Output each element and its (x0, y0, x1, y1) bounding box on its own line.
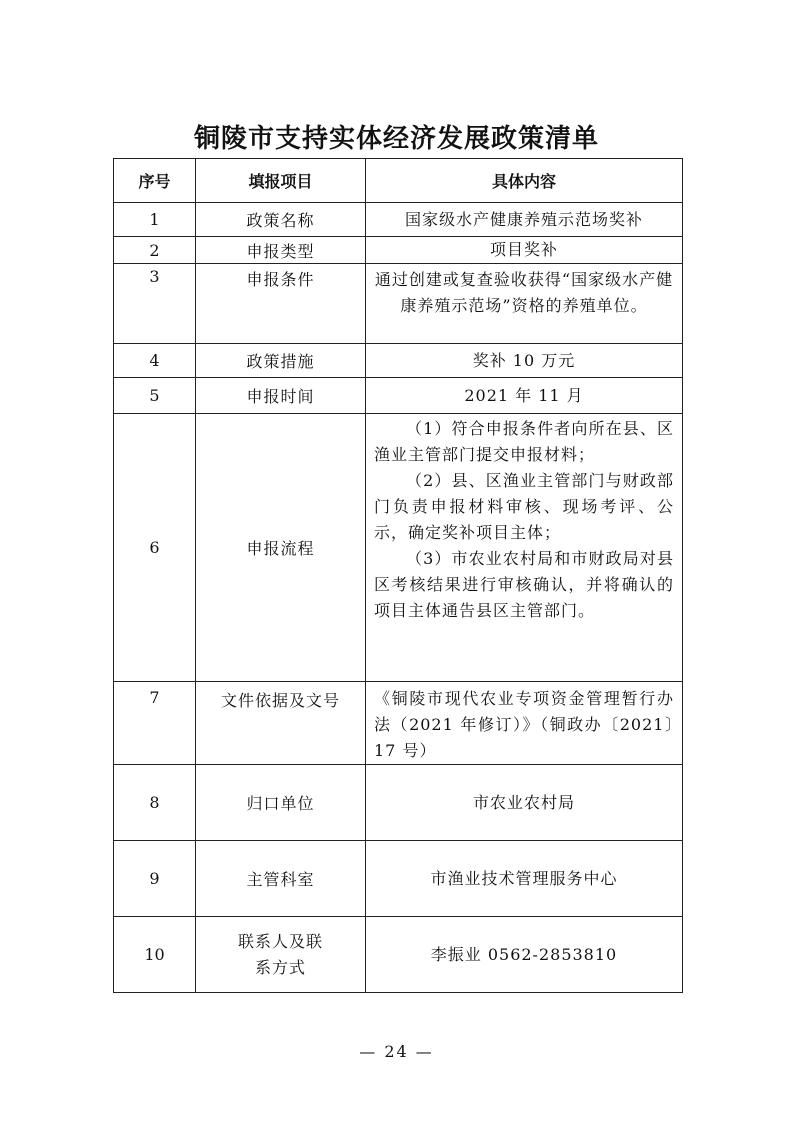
table-header-row (114, 159, 683, 203)
header-content: 具体内容 (366, 159, 683, 203)
process-step-3: （3）市农业农村局和市财政局对县区考核结果进行审核确认，并将确认的项目主体通告县区主管部门。 (374, 549, 674, 620)
row-item: 联系人及联系方式 (196, 917, 366, 993)
row-item: 主管科室 (196, 841, 366, 917)
row-content (366, 682, 683, 765)
row-no: 3 (114, 264, 196, 344)
row-item: 归口单位 (196, 765, 366, 841)
table-row (114, 344, 683, 378)
row-item: 文件依据及文号 (196, 682, 366, 765)
row-no: 10 (114, 917, 196, 993)
row-item: 申报条件 (196, 264, 366, 344)
process-step-2: （2）县、区渔业主管部门与财政部门负责申报材料审核、现场考评、公示，确定奖补项目主体； (374, 471, 674, 542)
table-row (114, 917, 683, 993)
row-item: 申报类型 (196, 237, 366, 264)
table-row (114, 765, 683, 841)
header-item: 填报项目 (196, 159, 366, 203)
row-no: 9 (114, 841, 196, 917)
row-item: 政策名称 (196, 203, 366, 237)
row-content-text: 《铜陵市现代农业专项资金管理暂行办法（2021 年修订）》（铜政办〔2021〕17 号） (374, 689, 674, 760)
table-row (114, 237, 683, 264)
row-content: 通过创建或复查验收获得“国家级水产健康养殖示范场”资格的养殖单位。 (366, 264, 683, 344)
row-content: 2021 年 11 月 (366, 378, 683, 414)
row-no: 1 (114, 203, 196, 237)
row-content: 国家级水产健康养殖示范场奖补 (366, 203, 683, 237)
row-content-process (366, 414, 683, 682)
row-content: 市渔业技术管理服务中心 (366, 841, 683, 917)
row-content: 奖补 10 万元 (366, 344, 683, 378)
row-no: 8 (114, 765, 196, 841)
policy-table (113, 158, 683, 993)
table-row (114, 203, 683, 237)
row-content: 李振业 0562-2853810 (366, 917, 683, 993)
page-title: 铜陵市支持实体经济发展政策清单 (193, 124, 599, 154)
row-no: 5 (114, 378, 196, 414)
row-no: 7 (114, 682, 196, 765)
row-content: 市农业农村局 (366, 765, 683, 841)
row-no: 4 (114, 344, 196, 378)
row-no: 2 (114, 237, 196, 264)
table-row (114, 378, 683, 414)
row-item: 政策措施 (196, 344, 366, 378)
table-row (114, 264, 683, 344)
row-content: 项目奖补 (366, 237, 683, 264)
table-row (114, 682, 683, 765)
page-number: — 24 — (359, 1042, 434, 1061)
row-no: 6 (114, 414, 196, 682)
table-row (114, 414, 683, 682)
header-no: 序号 (114, 159, 196, 203)
row-item: 申报流程 (196, 414, 366, 682)
process-step-1: （1）符合申报条件者向所在县、区渔业主管部门提交申报材料； (374, 419, 674, 464)
row-item: 申报时间 (196, 378, 366, 414)
table-row (114, 841, 683, 917)
